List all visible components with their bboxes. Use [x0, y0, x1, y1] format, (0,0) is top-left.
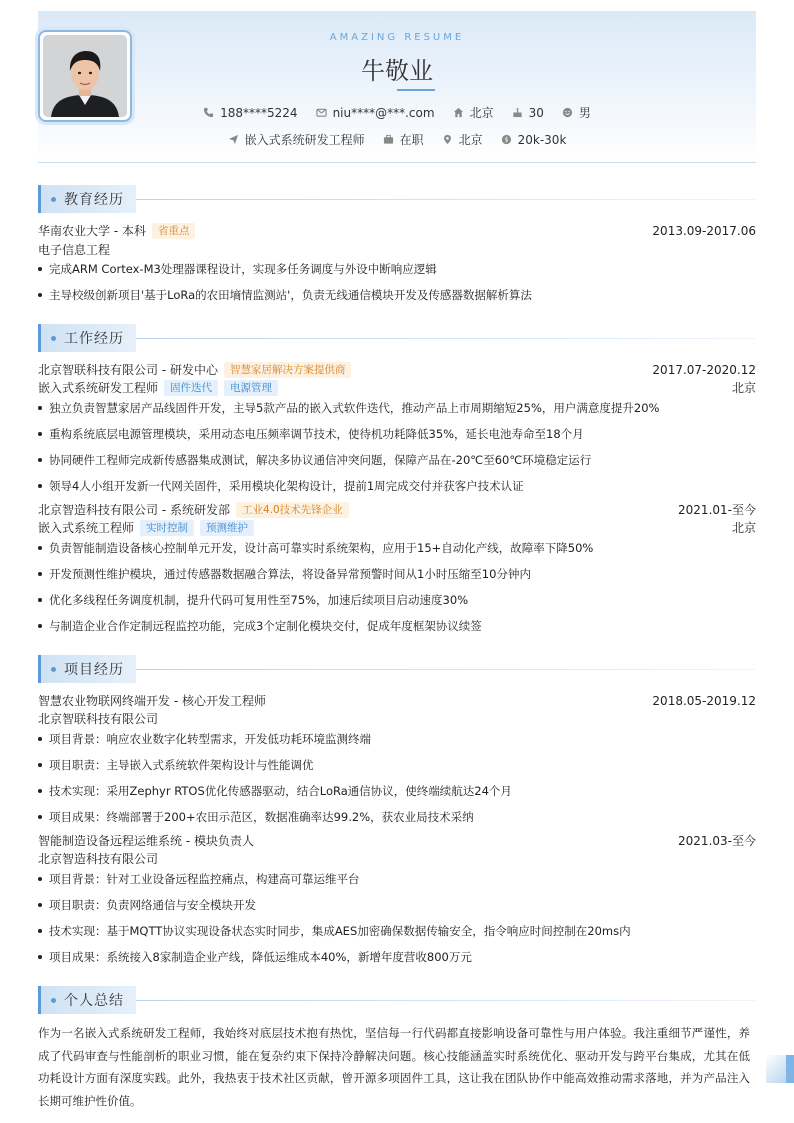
section-project	[38, 655, 756, 683]
list-item: 协同硬件工程师完成新传感器集成测试，解决多协议通信冲突问题，保障产品在-20℃至60℃环境稳定运行	[38, 452, 756, 468]
money-icon	[501, 134, 512, 145]
job-title: 嵌入式系统工程师	[38, 521, 135, 535]
skill-tag: 预测维护	[200, 520, 254, 536]
age-item	[512, 106, 544, 120]
section-title: 项目经历	[64, 662, 124, 678]
section-dot	[51, 336, 56, 341]
school-tag: 省重点	[152, 223, 196, 239]
list-item: 开发预测性维护模块，通过传感器数据融合算法，将设备异常预警时间从1小时压缩至10分钟内	[38, 566, 756, 582]
phone-icon	[203, 107, 214, 118]
work-location: 北京	[731, 521, 756, 535]
project-period: 2021.03-至今	[678, 834, 756, 848]
project-name: 智慧农业物联网终端开发 - 核心开发工程师	[38, 694, 266, 708]
mail-icon	[316, 107, 327, 118]
section-dot	[51, 998, 56, 1003]
project-header	[38, 692, 756, 709]
project-period: 2018.05-2019.12	[652, 693, 756, 708]
education-header	[38, 222, 756, 239]
name-underline	[397, 89, 435, 91]
list-item: 项目成果：终端部署于200+农田示范区，数据准确率达99.2%，获农业局技术采纳	[38, 809, 756, 825]
status-item	[383, 131, 424, 148]
skill-tag: 电源管理	[224, 380, 278, 396]
list-item: 技术实现：采用Zephyr RTOS优化传感器驱动，结合LoRa通信协议，使终端续航达24个月	[38, 783, 756, 799]
company-tag: 工业4.0技术先锋企业	[236, 502, 349, 518]
section-work	[38, 324, 756, 352]
list-item: 技术实现：基于MQTT协议实现设备状态实时同步，集成AES加密确保数据传输安全，指令响应时间控制在20ms内	[38, 923, 756, 939]
skill-tag: 实时控制	[140, 520, 194, 536]
phone-item	[203, 106, 297, 120]
resume-subtitle: AMAZING RESUME	[329, 32, 465, 43]
list-item: 主导校级创新项目'基于LoRa的农田墒情监测站'，负责无线通信模块开发及传感器数据解析算法	[38, 287, 756, 303]
cake-icon	[512, 107, 523, 118]
work-header	[38, 361, 756, 378]
city-text: 北京	[469, 106, 494, 120]
list-item: 优化多线程任务调度机制，提升代码可复用性至75%，加速后续项目启动速度30%	[38, 592, 756, 608]
project-company: 北京智造科技有限公司	[38, 852, 159, 866]
work-role	[38, 519, 756, 536]
company-tag: 智慧家居解决方案提供商	[224, 362, 352, 378]
work-role	[38, 379, 756, 396]
list-item: 项目职责：主导嵌入式系统软件架构设计与性能调优	[38, 757, 756, 773]
smiley-icon	[562, 107, 573, 118]
list-item: 完成ARM Cortex-M3处理器课程设计，实现多任务调度与外设中断响应逻辑	[38, 261, 756, 277]
phone-text: 188****5224	[220, 105, 298, 120]
svg-text:$: $	[504, 135, 509, 144]
salary-item	[501, 133, 567, 147]
section-summary	[38, 986, 756, 1014]
list-item: 项目背景：针对工业设备远程监控痛点，构建高可靠运维平台	[38, 871, 756, 887]
email-item	[316, 106, 435, 120]
project-company: 北京智联科技有限公司	[38, 712, 159, 726]
project-name: 智能制造设备远程运维系统 - 模块负责人	[38, 834, 254, 848]
summary-text: 作为一名嵌入式系统研发工程师，我始终对底层技术抱有热忱，坚信每一行代码都直接影响设备可靠性与用户体验。我注重细节严谨性，养成了代码审查与性能剖析的职业习惯，能在复杂约束下保持冷静解决问题。核心技能涵盖实时系统优化、驱动开发与跨平台集成，尤其在低功耗设计方面有深度实践。此外，我热衷于技术社区贡献，曾开源多项固件工具，这让我在团队协作中能高效推动需求落地，并为产品注入长期可维护性价值。	[38, 1026, 750, 1108]
skill-tag: 固件迭代	[164, 380, 218, 396]
email-text: niu****@***.com	[332, 105, 435, 120]
section-dot	[51, 667, 56, 672]
salary-text: 20k-30k	[517, 132, 567, 147]
briefcase-icon	[383, 134, 394, 145]
target-city-item	[442, 131, 483, 148]
job-title: 嵌入式系统研发工程师	[38, 381, 159, 395]
send-icon	[228, 134, 239, 145]
list-item: 重构系统底层电源管理模块，采用动态电压频率调节技术，使待机功耗降低35%，延长电池寿命至18个月	[38, 426, 756, 442]
status-text: 在职	[399, 133, 424, 147]
list-item: 负责智能制造设备核心控制单元开发，设计高可靠实时系统架构，应用于15+自动化产线，故障率下降50%	[38, 540, 756, 556]
work-period: 2017.07-2020.12	[652, 362, 756, 377]
section-dot	[51, 197, 56, 202]
section-education	[38, 185, 756, 213]
section-title: 个人总结	[64, 993, 124, 1009]
position-item	[228, 131, 365, 148]
contact-row	[38, 104, 756, 121]
list-item: 领导4人小组开发新一代网关固件，采用模块化架构设计，提前1周完成交付并获客户技术认证	[38, 478, 756, 494]
section-title: 工作经历	[64, 331, 124, 347]
school-name: 华南农业大学 - 本科	[38, 224, 146, 238]
position-text: 嵌入式系统研发工程师	[244, 133, 365, 147]
company-name: 北京智造科技有限公司 - 系统研发部	[38, 503, 230, 517]
list-item: 与制造企业合作定制远程监控功能，完成3个定制化模块交付，促成年度框架协议续签	[38, 618, 756, 634]
list-item: 项目背景：响应农业数字化转型需求，开发低功耗环境监测终端	[38, 731, 756, 747]
resume-header	[38, 11, 756, 163]
company-name: 北京智联科技有限公司 - 研发中心	[38, 363, 218, 377]
project-header	[38, 832, 756, 849]
major: 电子信息工程	[38, 243, 111, 257]
location-pin-icon	[442, 134, 453, 145]
list-item: 项目职责：负责网络通信与安全模块开发	[38, 897, 756, 913]
education-period: 2013.09-2017.06	[652, 223, 756, 238]
gender-text: 男	[578, 106, 591, 120]
job-intent-row	[38, 131, 756, 148]
work-location: 北京	[731, 381, 756, 395]
list-item: 项目成果：系统接入8家制造企业产线，降低运维成本40%，新增年度营收800万元	[38, 949, 756, 965]
target-city-text: 北京	[458, 133, 483, 147]
age-text: 30	[528, 105, 544, 120]
work-period: 2021.01-至今	[678, 503, 756, 517]
gender-item	[562, 104, 591, 121]
page-corner-decoration	[766, 1055, 794, 1083]
list-item: 独立负责智慧家居产品线固件开发，主导5款产品的嵌入式软件迭代，推动产品上市周期缩短25%，用户满意度提升20%	[38, 400, 756, 416]
work-header	[38, 501, 756, 518]
candidate-name: 牛敬业	[361, 57, 433, 85]
home-icon	[453, 107, 464, 118]
section-title: 教育经历	[64, 192, 124, 208]
city-item	[453, 104, 494, 121]
